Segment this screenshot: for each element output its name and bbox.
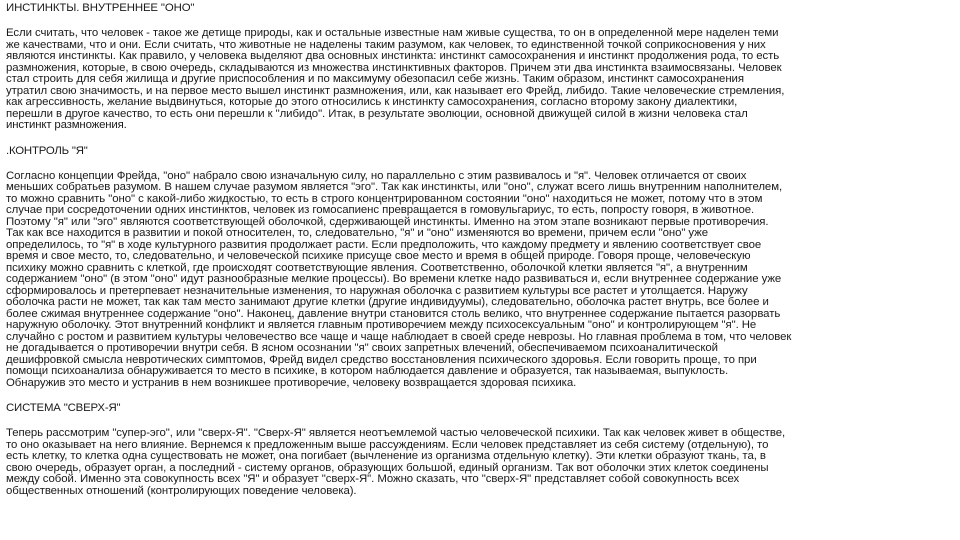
text-line: помощи психоанализа обнаруживается то место в психике, в котором наблюдается давление и образуется, так называемая, выпуклость. [6,365,729,377]
text-line: дешифровкой смысла невротических симптомов, Фрейд видел средство восстановления психического здоровья. Если говорить проще, то при [6,353,757,366]
text-line: более сжимая внутреннее содержание "оно". Наконец, давление внутри становится столь велико, что внутреннее содержание пытается разорвать [6,307,781,320]
text-line: оболочка расти не может, так как там место занимают другие клетки (другие индивидуумы), следовательно, оболочка растет внутрь, все более и [6,296,769,308]
text-line: наружную оболочку. Этот внутренний конфликт и является главным противоречием между психосексуальным "оно" и контролирующем "я". Не [6,319,757,331]
text-line: Согласно концепции Фрейда, "оно" набрало свою изначальную силу, но параллельно с этим развивалось и "я". Человек отличается от своих [6,169,747,182]
text-line: размножения, которые, в свою очередь, складываются из множества инстинктивных факторов. Причем эти два инстинкта взаимосвязаны. Человек [6,61,782,74]
text-line: являются инстинкты. Как правило, у человека выделяют два основных инстинкта: инстинкт самосохранения и инстинкт продолжения рода, то есть [6,50,780,62]
paragraph-superego [6,428,954,497]
text-line: Поэтому "я" или "эго" являются соответствующей оболочкой, сдерживающей инстинкты. Именно на этом этапе возникают первые противоречия. [6,215,769,228]
text-line: утратил свою значимость, и на первое место вышел инстинкт размножения, или, как называет его Фрейд, либидо. Такие человеческие стремления, [6,84,785,97]
text-line: меньших собратьев разумом. В нашем случае разумом является "эго". Так как инстинкты, или "оно", служат всего лишь внутренним наполнителем, [6,181,783,193]
paragraph-instincts [6,28,954,132]
paragraph-control-ego [6,171,954,390]
section-heading-control-ego: .КОНТРОЛЬ "Я" [6,144,88,157]
text-line: то оно оказывает на него влияние. Вернемся к предложенным выше рассуждениям. Если человек представляет из себя систему (отдельную), то [6,438,769,451]
text-line: Так как все находится в развитии и покой относителен, то, следовательно, "я" и "оно" изменяются во времени, причем если "оно" уже [6,227,709,239]
text-line: перешли в другое качество, то есть они перешли к "либидо". Итак, в результате эволюции, основной движущей силой в жизни человека стал [6,107,748,120]
text-line: свою очередь, образует орган, а последний - систему органов, образующих большой, единый организм. Так вот оболочки этих клеток соединены [6,461,769,474]
text-line: Обнаружив это место и устранив в нем возникшее противоречие, человеку возвращается здоровая психика. [6,376,577,389]
section-heading-superego: СИСТЕМА "СВЕРХ-Я" [6,402,121,414]
text-line: инстинкт размножения. [6,119,127,131]
section-heading-instincts: ИНСТИНКТЫ. ВНУТРЕННЕЕ "ОНО" [6,2,195,14]
text-line: время и свое место, то, следовательно, и человеческой психике присуще свое место и время в общей природе. Говоря проще, человеческую [6,250,751,262]
text-line: стал строить для себя жилища и другие приспособления и по максимуму обезопасил себе жизнь. Таким образом, инстинкт самосохранения [6,73,744,85]
text-line: Если считать, что человек - такое же детище природы, как и остальные известные нам живые существа, то он в определенной мере наделен теми [6,27,779,39]
text-line: общественных отношений (контролирующих поведение человека). [6,484,357,497]
text-line: между собой. Именно эта совокупность всех "Я" и образует "сверх-Я". Можно сказать, что "сверх-Я" представляет собой совокупность всех [6,473,740,485]
text-line: случае при сосредоточении одних инстинктов, человек из гомосапиенс превращается в гомовульгариус, то есть, попросту говоря, в животное. [6,204,755,216]
text-line: содержанием "оно" (в этом "оно" идут разнообразные мелкие процессы). Во времени клетке надо развиваться и, если внутреннее содержание уже [6,273,782,285]
text-line: определилось, то "я" в ходе культурного развития продолжает расти. Если предположить, что каждому предмету и явлению соответствует свое [6,238,762,251]
text-line: же качествами, что и они. Если считать, что животные не наделены таким разумом, как человек, то единственной точкой соприкосновения у них [6,38,766,51]
text-line: Теперь рассмотрим "супер-эго", или "сверх-Я". "Сверх-Я" является неотъемлемой частью человеческой психики. Так как человек живет в обществе, [6,427,786,439]
text-line: есть клетку, то клетка одна существовать не может, она погибает (вычленение из организма отдельную клетку). Эти клетки образуют ткань, та, в [6,450,766,462]
text-line: психику можно сравнить с клеткой, где происходят соответствующие явления. Соответственно, оболочкой клетки является "я", а внутренним [6,261,748,274]
text-line: то можно сравнить "оно" с какой-либо жидкостью, то есть в строго концентрированном состоянии "оно" находиться не может, потому что в этом [6,192,763,205]
text-line: как агрессивность, желание выдвинуться, которые до этого относились к инстинкту самосохранения, согласно второму закону диалектики, [6,96,738,108]
text-line: случайно с ростом и развитием культуры человечество все чаще и чаще наблюдает в своей среде неврозы. Но главная проблема в том, что человек [6,330,792,343]
text-line: не догадывается о противоречии внутри себя. В ясном осознании "я" своих запретных влечений, обеспечиваемом психоаналитической [6,342,718,354]
text-line: сформировалось и претерпевает незначительные изменения, то наружная оболочка с развитием культуры все растет и утолщается. Наружу [6,284,748,297]
